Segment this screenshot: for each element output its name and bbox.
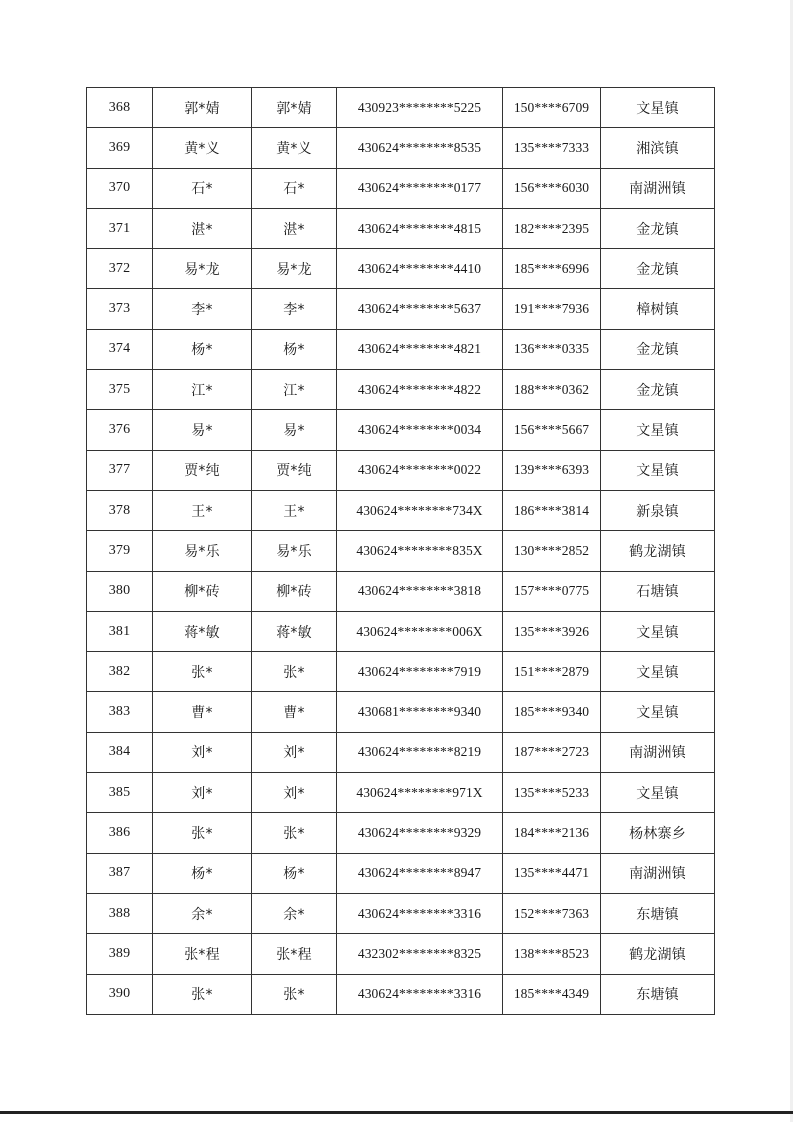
table-row [87,773,715,813]
cell-id-number: 430624********006X [337,611,503,651]
cell-number: 388 [87,893,153,933]
cell-name-repeat: 易*乐 [252,531,337,571]
table-row [87,813,715,853]
cell-number: 372 [87,249,153,289]
cell-town: 樟树镇 [601,289,715,329]
cell-name: 郭*婧 [153,88,252,128]
cell-name-repeat: 杨* [252,853,337,893]
cell-name: 江* [153,370,252,410]
cell-id-number: 430624********0034 [337,410,503,450]
bottom-rule [0,1111,793,1114]
table-row [87,974,715,1014]
cell-name: 张* [153,974,252,1014]
cell-id-number: 430923********5225 [337,88,503,128]
table-row [87,128,715,168]
cell-town: 文星镇 [601,773,715,813]
cell-town: 文星镇 [601,450,715,490]
cell-phone: 136****0335 [503,329,601,369]
cell-town: 南湖洲镇 [601,853,715,893]
cell-number: 376 [87,410,153,450]
cell-number: 378 [87,490,153,530]
table-row [87,934,715,974]
cell-id-number: 430624********0022 [337,450,503,490]
cell-phone: 150****6709 [503,88,601,128]
cell-name-repeat: 王* [252,490,337,530]
cell-number: 373 [87,289,153,329]
cell-name-repeat: 易*龙 [252,249,337,289]
cell-phone: 184****2136 [503,813,601,853]
cell-number: 377 [87,450,153,490]
cell-name-repeat: 蒋*敏 [252,611,337,651]
table-row [87,611,715,651]
cell-id-number: 430624********3316 [337,974,503,1014]
cell-name: 易*龙 [153,249,252,289]
cell-name-repeat: 余* [252,893,337,933]
cell-name-repeat: 贾*纯 [252,450,337,490]
cell-town: 金龙镇 [601,329,715,369]
cell-name: 张* [153,813,252,853]
roster-body [87,88,715,1015]
cell-number: 387 [87,853,153,893]
cell-number: 381 [87,611,153,651]
cell-town: 金龙镇 [601,208,715,248]
cell-name-repeat: 刘* [252,773,337,813]
cell-town: 南湖洲镇 [601,168,715,208]
cell-number: 386 [87,813,153,853]
cell-name-repeat: 曹* [252,692,337,732]
cell-id-number: 430624********4821 [337,329,503,369]
cell-town: 文星镇 [601,611,715,651]
cell-town: 文星镇 [601,410,715,450]
cell-name-repeat: 黄*义 [252,128,337,168]
cell-name-repeat: 李* [252,289,337,329]
cell-number: 375 [87,370,153,410]
cell-name-repeat: 郭*婧 [252,88,337,128]
table-row [87,490,715,530]
cell-town: 文星镇 [601,88,715,128]
cell-id-number: 430624********4815 [337,208,503,248]
cell-town: 东塘镇 [601,974,715,1014]
cell-name: 杨* [153,853,252,893]
table-row [87,652,715,692]
cell-id-number: 430624********3818 [337,571,503,611]
cell-phone: 151****2879 [503,652,601,692]
cell-name-repeat: 张* [252,813,337,853]
cell-name: 杨* [153,329,252,369]
cell-town: 东塘镇 [601,893,715,933]
cell-name: 李* [153,289,252,329]
cell-id-number: 430624********8947 [337,853,503,893]
cell-name-repeat: 张* [252,652,337,692]
table-row [87,370,715,410]
roster-table [86,87,715,1015]
cell-number: 369 [87,128,153,168]
cell-phone: 157****0775 [503,571,601,611]
cell-phone: 185****9340 [503,692,601,732]
cell-name: 柳*砖 [153,571,252,611]
cell-phone: 185****6996 [503,249,601,289]
table-row [87,168,715,208]
cell-town: 杨林寨乡 [601,813,715,853]
cell-town: 文星镇 [601,692,715,732]
table-row [87,208,715,248]
cell-phone: 156****5667 [503,410,601,450]
table-row [87,531,715,571]
table-row [87,692,715,732]
cell-town: 鹤龙湖镇 [601,531,715,571]
cell-number: 383 [87,692,153,732]
cell-town: 文星镇 [601,652,715,692]
cell-phone: 182****2395 [503,208,601,248]
cell-phone: 135****7333 [503,128,601,168]
cell-id-number: 432302********8325 [337,934,503,974]
cell-name: 易* [153,410,252,450]
cell-id-number: 430624********0177 [337,168,503,208]
cell-town: 鹤龙湖镇 [601,934,715,974]
cell-phone: 130****2852 [503,531,601,571]
cell-name: 王* [153,490,252,530]
cell-phone: 152****7363 [503,893,601,933]
table-row [87,571,715,611]
cell-id-number: 430624********8535 [337,128,503,168]
cell-town: 金龙镇 [601,249,715,289]
cell-phone: 191****7936 [503,289,601,329]
cell-name-repeat: 刘* [252,732,337,772]
table-row [87,853,715,893]
cell-number: 371 [87,208,153,248]
cell-town: 金龙镇 [601,370,715,410]
cell-name: 刘* [153,773,252,813]
cell-phone: 185****4349 [503,974,601,1014]
cell-name: 曹* [153,692,252,732]
cell-town: 南湖洲镇 [601,732,715,772]
cell-id-number: 430624********7919 [337,652,503,692]
cell-number: 370 [87,168,153,208]
cell-name-repeat: 张*程 [252,934,337,974]
cell-id-number: 430624********971X [337,773,503,813]
cell-phone: 135****4471 [503,853,601,893]
cell-number: 390 [87,974,153,1014]
cell-name-repeat: 石* [252,168,337,208]
cell-name: 张* [153,652,252,692]
cell-number: 379 [87,531,153,571]
cell-name: 张*程 [153,934,252,974]
cell-number: 389 [87,934,153,974]
cell-name: 余* [153,893,252,933]
cell-id-number: 430624********4410 [337,249,503,289]
table-row [87,410,715,450]
cell-name-repeat: 杨* [252,329,337,369]
cell-id-number: 430681********9340 [337,692,503,732]
cell-phone: 156****6030 [503,168,601,208]
cell-name-repeat: 张* [252,974,337,1014]
cell-id-number: 430624********835X [337,531,503,571]
cell-name-repeat: 湛* [252,208,337,248]
cell-name: 易*乐 [153,531,252,571]
cell-number: 384 [87,732,153,772]
cell-name: 刘* [153,732,252,772]
cell-id-number: 430624********3316 [337,893,503,933]
cell-phone: 188****0362 [503,370,601,410]
cell-id-number: 430624********8219 [337,732,503,772]
cell-phone: 187****2723 [503,732,601,772]
cell-name: 蒋*敏 [153,611,252,651]
cell-name: 贾*纯 [153,450,252,490]
table-row [87,732,715,772]
cell-name: 石* [153,168,252,208]
cell-phone: 135****5233 [503,773,601,813]
cell-name: 黄*义 [153,128,252,168]
cell-phone: 139****6393 [503,450,601,490]
cell-name-repeat: 柳*砖 [252,571,337,611]
cell-name-repeat: 江* [252,370,337,410]
cell-id-number: 430624********9329 [337,813,503,853]
cell-town: 新泉镇 [601,490,715,530]
cell-town: 石塘镇 [601,571,715,611]
table-row [87,88,715,128]
cell-number: 380 [87,571,153,611]
cell-id-number: 430624********4822 [337,370,503,410]
cell-name: 湛* [153,208,252,248]
cell-town: 湘滨镇 [601,128,715,168]
cell-phone: 186****3814 [503,490,601,530]
cell-number: 374 [87,329,153,369]
cell-id-number: 430624********734X [337,490,503,530]
cell-number: 382 [87,652,153,692]
cell-name-repeat: 易* [252,410,337,450]
table-row [87,893,715,933]
cell-phone: 135****3926 [503,611,601,651]
table-row [87,450,715,490]
table-row [87,329,715,369]
table-row [87,289,715,329]
cell-id-number: 430624********5637 [337,289,503,329]
table-row [87,249,715,289]
cell-number: 385 [87,773,153,813]
cell-number: 368 [87,88,153,128]
cell-phone: 138****8523 [503,934,601,974]
